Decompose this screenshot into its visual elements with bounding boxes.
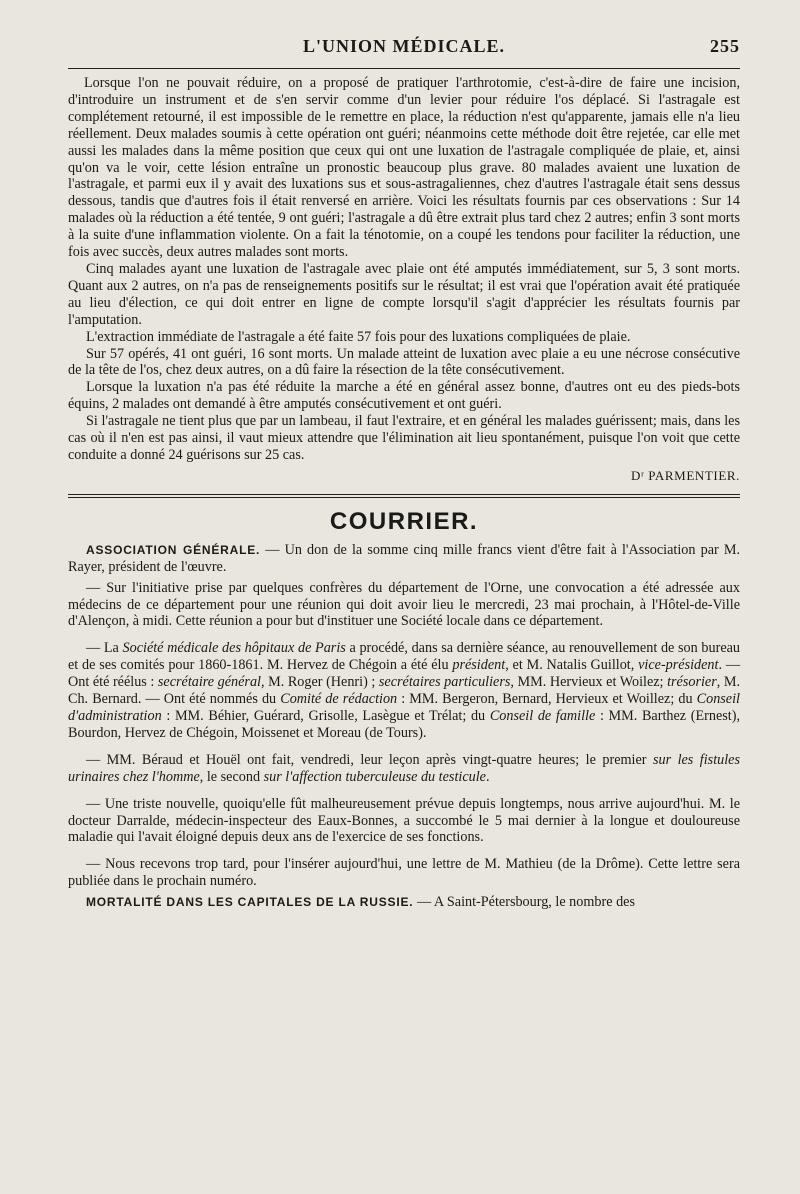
courrier-news	[68, 542, 740, 911]
italic-run: secrétaires particuliers	[378, 674, 511, 691]
italic-run: Comité de rédaction	[280, 691, 398, 708]
news-item-darralde: — Une triste nouvelle, quoiqu'elle fût malheureusement prévue depuis longtemps, nous arrive aujourd'hui. M. le docteur Darralde, médecin-inspecteur des Eaux-Bonnes, a succombé le 5 mai dernier à la longue et douloureuse maladie qui l'avait éloigné depuis deux ans de l'exercice de ses fonctions.	[68, 795, 740, 846]
article-body	[68, 75, 740, 464]
italic-run: trésorier	[667, 674, 717, 691]
text-run: , MM. Hervieux et Woilez;	[510, 674, 668, 691]
text-run: , et M. Natalis Guillot,	[505, 657, 639, 674]
journal-title: L'UNION MÉDICALE.	[302, 36, 506, 56]
text-run: , le second	[199, 768, 264, 785]
association-label: ASSOCIATION GÉNÉRALE.	[86, 542, 261, 557]
text-run: — MM. Béraud et Houël ont fait, vendredi, leur leçon après vingt-quatre heures; le premier	[86, 751, 653, 768]
text-run: : MM. Bergeron, Bernard, Hervieux et Woillez; du	[397, 691, 697, 708]
italic-run: Société médicale des hôpitaux de Paris	[122, 640, 346, 657]
news-item-mathieu: — Nous recevons trop tard, pour l'insérer aujourd'hui, une lettre de M. Mathieu (de la Drôme). Cette lettre sera publiée dans le prochain numéro.	[68, 856, 740, 890]
text-run: : MM. Barthez (Ernest), Bourdon, Hervez de Chégoin, Moissenet et Moreau (de Tours).	[68, 708, 740, 741]
article-paragraph: Si l'astragale ne tient plus que par un lambeau, il faut l'extraire, et en général les malades guérissent; mais, dans les cas où il n'en est pas ainsi, il vaut mieux attendre que l'élimination ait lieu spontanément, puisque l'on voit que cette conduite a donné 24 guérisons sur 25 cas.	[68, 413, 740, 463]
article-paragraph: Sur 57 opérés, 41 ont guéri, 16 sont morts. Un malade atteint de luxation avec plaie a eu une nécrose consécutive de la tête de l'os, chez deux autres, on a dû faire la résection de la tête consécutivement.	[68, 345, 740, 379]
italic-run: Conseil d'administration	[68, 691, 740, 724]
section-title: COURRIER.	[329, 507, 479, 535]
text-run: a procédé, dans sa dernière séance, au renouvellement de son bureau et de ses comités pour 1860-1861. M. Hervez de Chégoin a été élu	[68, 640, 741, 674]
text-run: . — Ont été réélus :	[68, 657, 741, 691]
author-signature: Dʳ PARMENTIER.	[631, 467, 740, 483]
running-header	[68, 36, 740, 62]
mortality-text: — A Saint-Pétersbourg, le nombre des	[413, 894, 635, 911]
italic-run: vice-président	[638, 657, 719, 674]
news-item-mortality	[68, 894, 740, 911]
section-rule-bottom	[68, 497, 740, 498]
article-paragraph: Cinq malades ayant une luxation de l'astragale avec plaie ont été amputés immédiatement, sur 5, 3 sont morts. Quant aux 2 autres, on n'a pas de renseignements positifs sur le résultat; il est vrai que l'opération avait été pratiquée au lieu d'élection, ce qui doit entrer en ligne de compte lorsqu'il s'agit d'apprécier les résultats fournis par l'amputation.	[68, 260, 740, 328]
article-paragraph: Lorsque la luxation n'a pas été réduite la marche a été en général assez bonne, d'autres ont eu des pieds-bots équins, 2 malades ont demandé à être amputés consécutivement et ont guéri.	[68, 379, 740, 413]
header-rule	[68, 68, 740, 69]
italic-run: secrétaire général	[157, 674, 261, 691]
news-item-orne: — Sur l'initiative prise par quelques confrères du département de l'Orne, une convocation a été adressée aux médecins de ce département pour une réunion qui doit avoir lieu le mercredi, 23 mai prochain, à l'Hôtel-de-Ville d'Alençon, à midi. Cette réunion a pour but d'instituer une Société locale dans ce département.	[68, 579, 740, 630]
section-rule-top	[68, 494, 740, 495]
mortality-label: MORTALITÉ DANS LES CAPITALES DE LA RUSSIE.	[86, 895, 414, 910]
article-paragraph: L'extraction immédiate de l'astragale a été faite 57 fois pour des luxations compliquées de plaie.	[86, 328, 631, 345]
italic-run: président	[452, 657, 506, 674]
italic-run: sur les fistules urinaires chez l'homme	[68, 751, 740, 785]
text-run: .	[485, 768, 490, 785]
news-item-association	[68, 542, 740, 576]
page-number: 255	[710, 36, 740, 56]
text-run: , M. Ch. Bernard. — Ont été nommés du	[68, 674, 740, 708]
text-run: : MM. Béhier, Guérard, Grisolle, Lasègue et Trélat; du	[161, 708, 490, 724]
italic-run: sur l'affection tuberculeuse du testicule	[263, 768, 486, 785]
text-run: , M. Roger (Henri) ;	[261, 674, 379, 691]
italic-run: Conseil de famille	[489, 708, 596, 724]
news-item-beraud	[68, 752, 740, 786]
text-run: — La	[86, 640, 123, 657]
association-text: — Un don de la somme cinq mille francs vient d'être fait à l'Association par M. Rayer, président de l'œuvre.	[68, 541, 740, 575]
news-item-societe	[68, 640, 740, 741]
article-paragraph: Lorsque l'on ne pouvait réduire, on a proposé de pratiquer l'arthrotomie, c'est-à-dire de faire une incision, d'introduire un instrument et de s'en servir comme d'un levier pour réduire l'os déplacé. Si l'astragale est complétement retourné, il est impossible de le remettre en place, la réduction n'est qu'apparente, jamais elle n'a lieu réellement. Deux malades soumis à cette opération ont guéri; néanmoins cette méthode doit être rejetée, car elle met aussi les malades dans la même position que ceux qui ont une luxation de l'astragale compliquée de plaie, et, ainsi qu'on va le voir, cette lésion entraîne un pronostic beaucoup plus grave. 80 malades avaient une luxation de l'astragale, et parmi eux il y avait des luxations sus et sous-astragaliennes, chez d'autres l'astragale était sens dessus dessous, tandis que d'autres fois il était renversé en arrière. Voici les résultats fournis par ces observations : Sur 14 malades où la réduction a été tentée, 9 ont guéri; l'astragale a dû être extrait plus tard chez 2 autres; enfin 3 sont morts à la suite d'une inflammation violente. On a fait la ténotomie, on a coupé les tendons pour faciliter la réduction, une fois avec succès, deux autres malades sont morts.	[68, 75, 740, 261]
